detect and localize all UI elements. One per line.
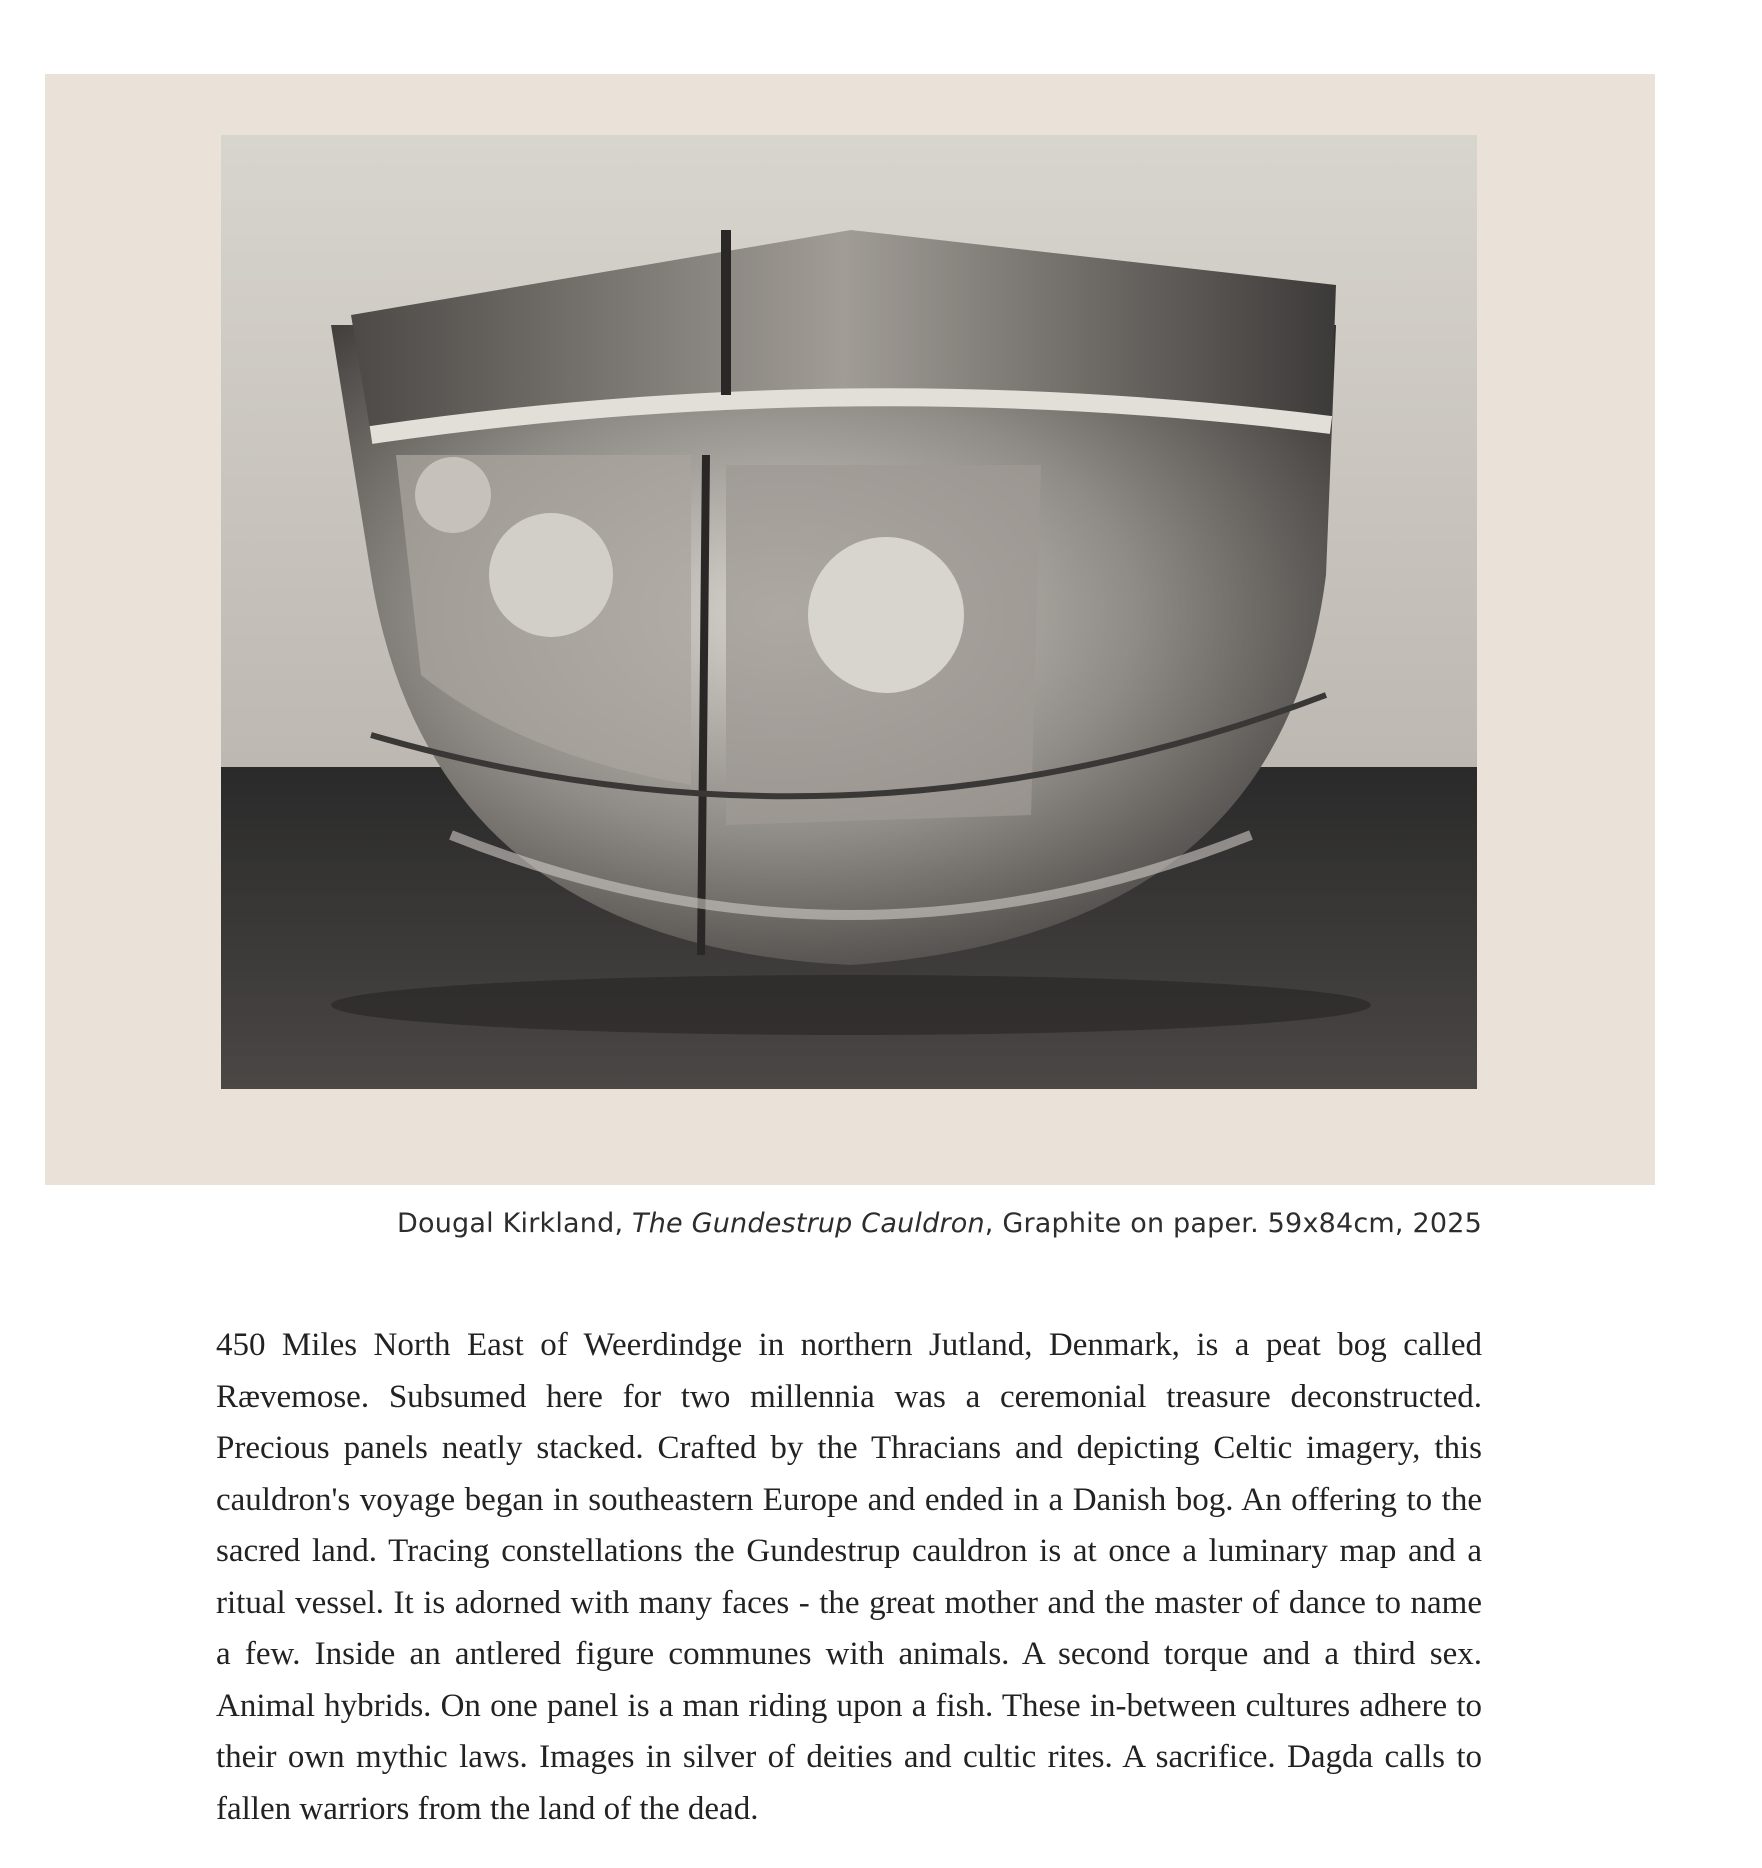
artwork-caption bbox=[216, 1208, 1482, 1239]
caption-artist: Dougal Kirkland, bbox=[397, 1208, 633, 1239]
caption-details: , Graphite on paper. 59x84cm, 2025 bbox=[984, 1208, 1482, 1239]
cauldron-drawing bbox=[221, 135, 1477, 1089]
artwork-image bbox=[221, 135, 1477, 1089]
caption-title: The Gundestrup Cauldron bbox=[632, 1208, 985, 1239]
artwork-frame bbox=[45, 74, 1655, 1185]
essay-paragraph: 450 Miles North East of Weerdindge in northern Jutland, Denmark, is a peat bog called Rævemose. Subsumed here for two millennia was a ceremonial treasure deconstructed. Precious panels neatly stacked. Crafted by the Thracians and depicting Celtic imagery, this cauldron's voyage began in southeastern Europe and ended in a Danish bog. An offering to the sacred land. Tracing constellations the Gundestrup cauldron is at once a luminary map and a ritual vessel. It is adorned with many faces - the great mother and the master of dance to name a few. Inside an antlered figure communes with animals. A second torque and a third sex. Animal hybrids. On one panel is a man riding upon a fish. These in-between cultures adhere to their own mythic laws. Images in silver of deities and cultic rites. A sacrifice. Dagda calls to fallen warriors from the land of the dead. bbox=[216, 1327, 1482, 1827]
